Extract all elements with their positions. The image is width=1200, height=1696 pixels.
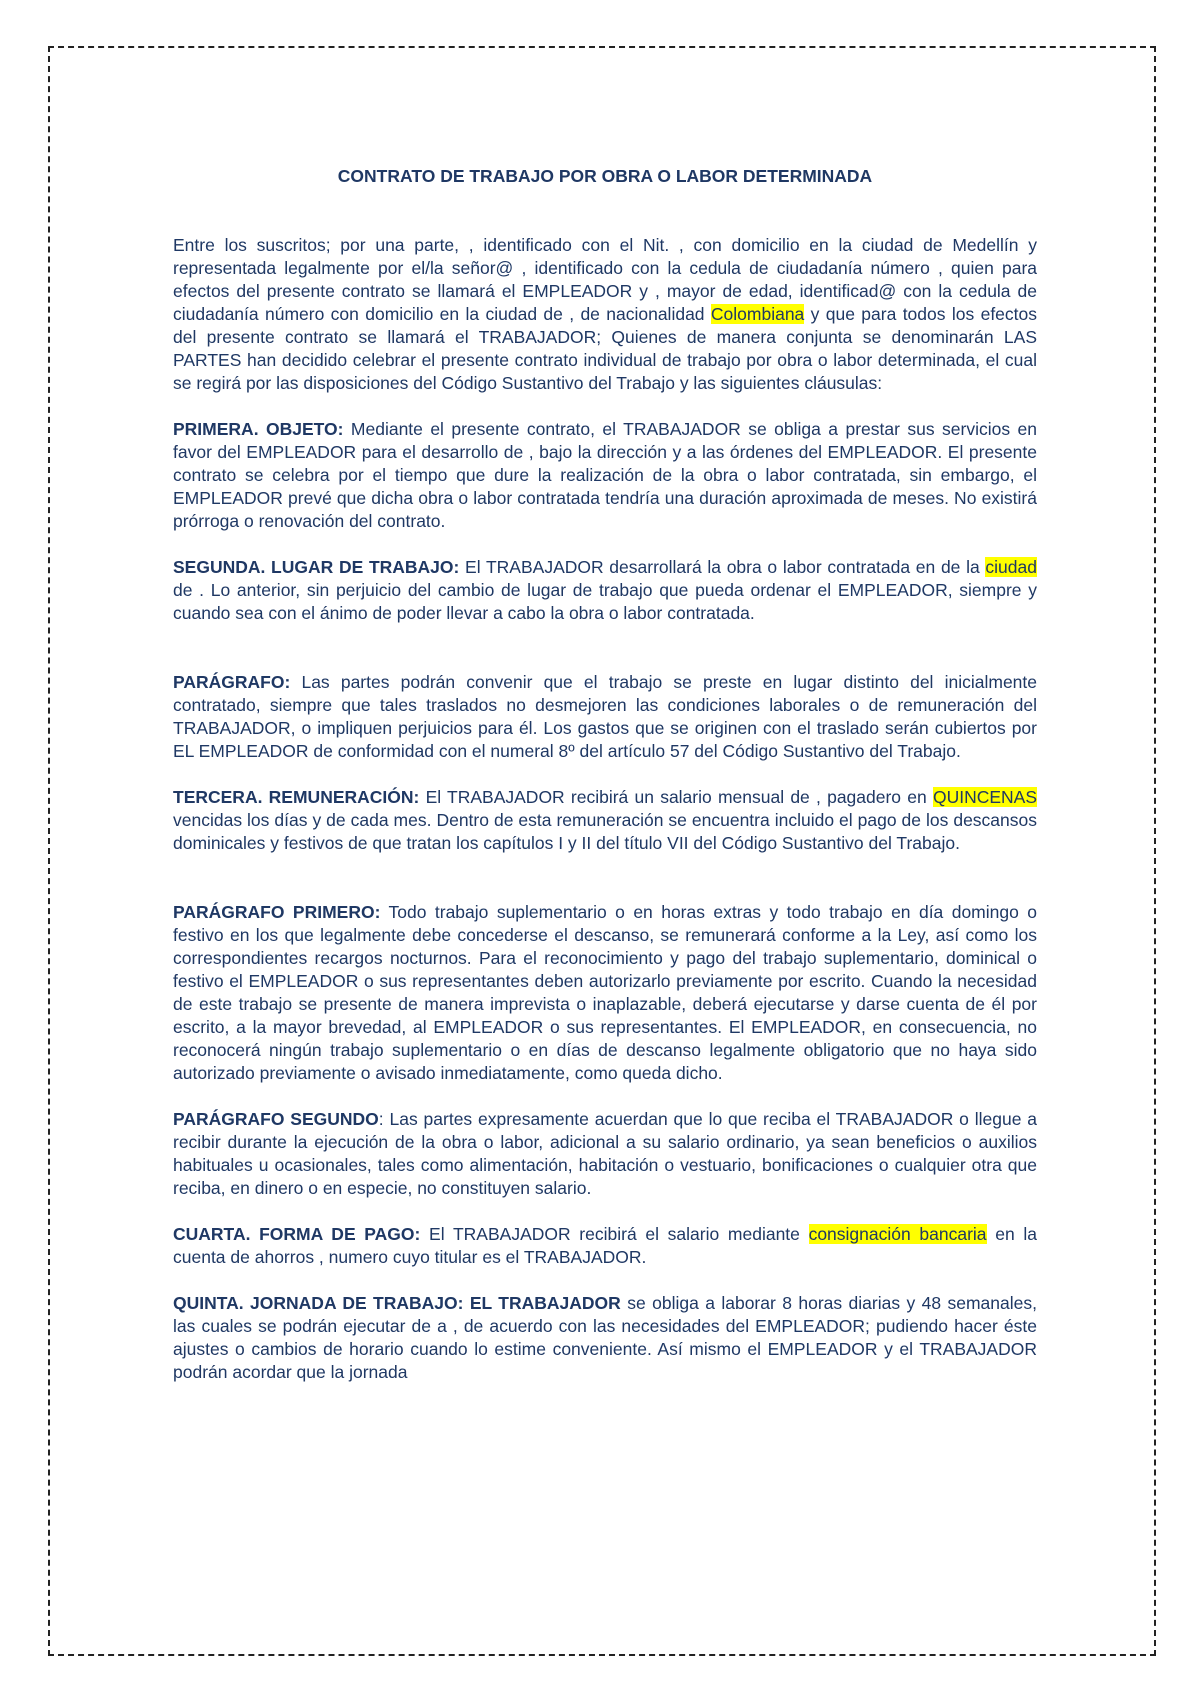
clause-segunda: SEGUNDA. LUGAR DE TRABAJO: El TRABAJADOR desarrollará la obra o labor contratada en de la ciudad de . Lo anterior, sin perjuicio del cambio de lugar de trabajo que pueda ordenar el EMPLEADOR, siempre y cuando sea con el ánimo de poder llevar a cabo la obra o labor contratada. (173, 557, 1037, 623)
document-title: CONTRATO DE TRABAJO POR OBRA O LABOR DETERMINADA (337, 166, 873, 186)
clause-heading: PRIMERA. OBJETO: (173, 419, 344, 439)
clause-heading: PARÁGRAFO: (173, 672, 291, 692)
highlight-quincenas: QUINCENAS (932, 787, 1037, 807)
clause-tercera: TERCERA. REMUNERACIÓN: El TRABAJADOR recibirá un salario mensual de , pagadero en QUINCENAS vencidas los días y de cada mes. Dentro de esta remuneración se encuentra incluido el pago de los descansos dominicales y festivos de que tratan los capítulos I y II del título VII del Código Sustantivo del Trabajo. (173, 787, 1037, 853)
clause-heading: PARÁGRAFO PRIMERO: (173, 902, 381, 922)
clause-heading: PARÁGRAFO SEGUNDO (173, 1109, 379, 1129)
clause-cuarta: CUARTA. FORMA DE PAGO: El TRABAJADOR recibirá el salario mediante consignación bancaria en la cuenta de ahorros , numero cuyo titular es el TRABAJADOR. (173, 1224, 1037, 1267)
clause-primera: PRIMERA. OBJETO: Mediante el presente contrato, el TRABAJADOR se obliga a prestar sus servicios en favor del EMPLEADOR para el desarrollo de , bajo la dirección y a las órdenes del EMPLEADOR. El presente contrato se celebra por el tiempo que dure la realización de la obra o labor contratada, sin embargo, el EMPLEADOR prevé que dicha obra o labor contratada tendría una duración aproximada de meses. No existirá prórroga o renovación del contrato. (173, 419, 1037, 531)
highlight-colombiana: Colombiana (710, 304, 805, 324)
clause-heading: SEGUNDA. LUGAR DE TRABAJO: (173, 557, 460, 577)
intro-paragraph: Entre los suscritos; por una parte, , identificado con el Nit. , con domicilio en la ciudad de Medellín y representada legalmente por el/la señor@ , identificado con la cedula de ciudadanía número , quien para efectos del presente contrato se llamará el EMPLEADOR y , mayor de edad, identificad@ con la cedula de ciudadanía número con domicilio en la ciudad de , de nacionalidad Colombiana y que para todos los efectos del presente contrato se llamará el TRABAJADOR; Quienes de manera conjunta se denominarán LAS PARTES han decidido celebrar el presente contrato individual de trabajo por obra o labor determinada, el cual se regirá por las disposiciones del Código Sustantivo del Trabajo y las siguientes cláusulas: (173, 235, 1038, 393)
document-body (173, 165, 1037, 1384)
clause-paragrafo-primero: PARÁGRAFO PRIMERO: Todo trabajo suplementario o en horas extras y todo trabajo en día domingo o festivo en los que legalmente debe concederse el descanso, se remunerará conforme a la Ley, así como los correspondientes recargos nocturnos. Para el reconocimiento y pago del trabajo suplementario, dominical o festivo el EMPLEADOR o sus representantes deben autorizarlo previamente por escrito. Cuando la necesidad de este trabajo se presente de manera imprevista o inaplazable, deberá ejecutarse y darse cuenta de él por escrito, a la mayor brevedad, al EMPLEADOR o sus representantes. El EMPLEADOR, en consecuencia, no reconocerá ningún trabajo suplementario o en días de descanso legalmente obligatorio que no haya sido autorizado previamente o avisado inmediatamente, como queda dicho. (173, 902, 1037, 1083)
clause-heading: CUARTA. FORMA DE PAGO: (173, 1224, 421, 1244)
clause-heading: QUINTA. JORNADA DE TRABAJO: EL TRABAJADOR (173, 1293, 621, 1313)
highlight-consignacion-bancaria: consignación bancaria (808, 1224, 987, 1244)
clause-heading: TERCERA. REMUNERACIÓN: (173, 787, 420, 807)
highlight-ciudad: ciudad (985, 557, 1037, 577)
clause-paragrafo-segundo: PARÁGRAFO SEGUNDO: Las partes expresamente acuerdan que lo que reciba el TRABAJADOR o llegue a recibir durante la ejecución de la obra o labor, adicional a su salario ordinario, ya sean beneficios o auxilios habituales u ocasionales, tales como alimentación, habitación o vestuario, bonificaciones o cualquier otra que reciba, en dinero o en especie, no constituyen salario. (173, 1109, 1037, 1198)
clause-quinta: QUINTA. JORNADA DE TRABAJO: EL TRABAJADOR se obliga a laborar 8 horas diarias y 48 semanales, las cuales se podrán ejecutar de a , de acuerdo con las necesidades del EMPLEADOR; pudiendo hacer éste ajustes o cambios de horario cuando lo estime conveniente. Así mismo el EMPLEADOR y el TRABAJADOR podrán acordar que la jornada (173, 1293, 1037, 1382)
clause-paragrafo: PARÁGRAFO: Las partes podrán convenir que el trabajo se preste en lugar distinto del inicialmente contratado, siempre que tales traslados no desmejoren las condiciones laborales o de remuneración del TRABAJADOR, o impliquen perjuicios para él. Los gastos que se originen con el traslado serán cubiertos por EL EMPLEADOR de conformidad con el numeral 8º del artículo 57 del Código Sustantivo del Trabajo. (173, 672, 1037, 761)
